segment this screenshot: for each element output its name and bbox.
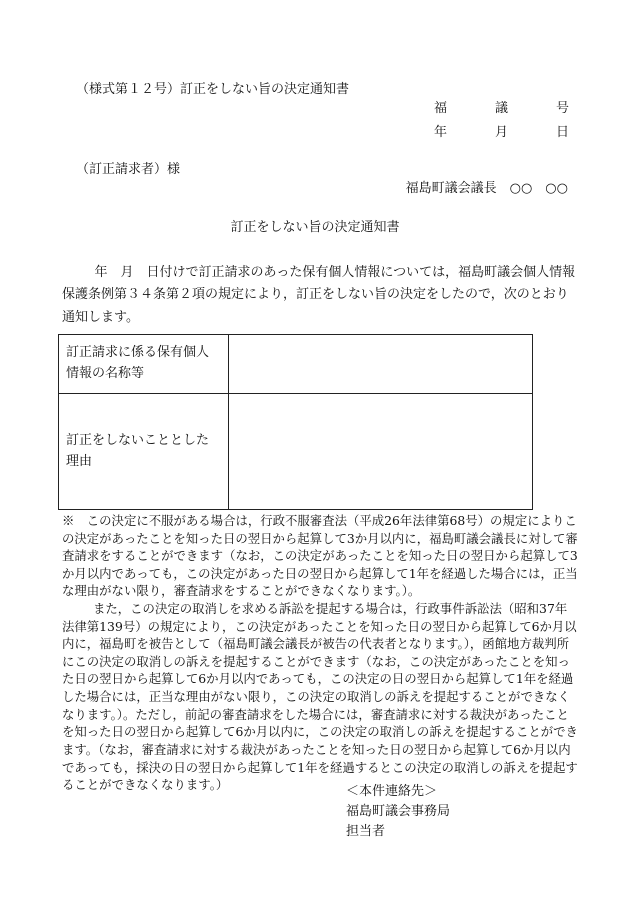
table-label-cell: 訂正をしないこととした理由 — [59, 394, 229, 510]
note-paragraph: ※ この決定に不服がある場合は，行政不服審査法（平成26年法律第68号）の規定によりこの決定があったことを知った日の翌日から起算して3か月以内に，福島町議会議長に対して審査請求をすることができます（なお，この決定があったことを知った日の翌日から起算して3か月以内であっても，この決定があった日の翌日から起算して1年を経過した場合には，正当な理由がない限り，審査請求をすることができなくなります。）。 — [62, 513, 578, 599]
reference-date-row — [434, 123, 569, 143]
addressee: （訂正請求者）様 — [76, 162, 181, 177]
note-paragraph: また，この決定の取消しを求める訴訟を提起する場合は，行政事件訴訟法（昭和37年法律第139号）の規定により，この決定があったことを知った日の翌日から起算して6か月以内に，福島町を被告として（福島町議会議長が被告の代表者となります。），函館地方裁判所にこの決定の取消しの訴えを提起することができます（なお，この決定があったことを知った日の翌日から起算して6か月以内であっても，この決定の日の翌日から起算して1年を経過した場合には，正当な理由がない限り，この決定の取消しの訴えを提起することができなくなります。）。ただし，前記の審査請求をした場合には，審査請求に対する裁決があったことを知った日の翌日から起算して6か月以内に，この決定の取消しの訴えを提起することができます。（なお，審査請求に対する裁決があったことを知った日の翌日から起算して6か月以内であっても，採決の日の翌日から起算して1年を経過するとこの決定の取消しの訴えを提起することができなくなります。） — [62, 601, 578, 793]
reference-number-row — [434, 99, 569, 119]
table-row — [59, 394, 533, 510]
table-label-cell: 訂正請求に係る保有個人情報の名称等 — [59, 335, 229, 394]
contact-office: 福島町議会事務局 — [346, 804, 451, 820]
reference-year: 年 — [434, 125, 448, 141]
body-text: 年 月 日付けで訂正請求のあった保有個人情報については，福島町議会個人情報保護条例第３４条第２項の規定により，訂正をしない旨の決定をしたので，次のとおり通知します。 — [62, 265, 576, 325]
notice-table — [58, 334, 533, 510]
contact-header: ＜本件連絡先＞ — [346, 784, 438, 799]
reference-month: 月 — [494, 125, 508, 141]
contact-block — [346, 782, 450, 842]
appeal-note — [62, 512, 579, 794]
reference-middle: 議 — [494, 101, 508, 116]
reference-prefix: 福 — [434, 101, 448, 116]
reference-number-block — [434, 99, 569, 147]
table-value-cell — [229, 335, 533, 394]
form-number: （様式第１２号）訂正をしない旨の決定通知書 — [76, 82, 350, 97]
table-value-cell — [229, 394, 533, 510]
document-title: 訂正をしない旨の決定通知書 — [230, 220, 400, 235]
sender: 福島町議会議長 ○○ ○○ — [405, 181, 568, 196]
reference-day: 日 — [555, 125, 569, 141]
reference-suffix: 号 — [555, 101, 569, 116]
contact-person: 担当者 — [346, 824, 386, 840]
table-row — [59, 335, 533, 394]
